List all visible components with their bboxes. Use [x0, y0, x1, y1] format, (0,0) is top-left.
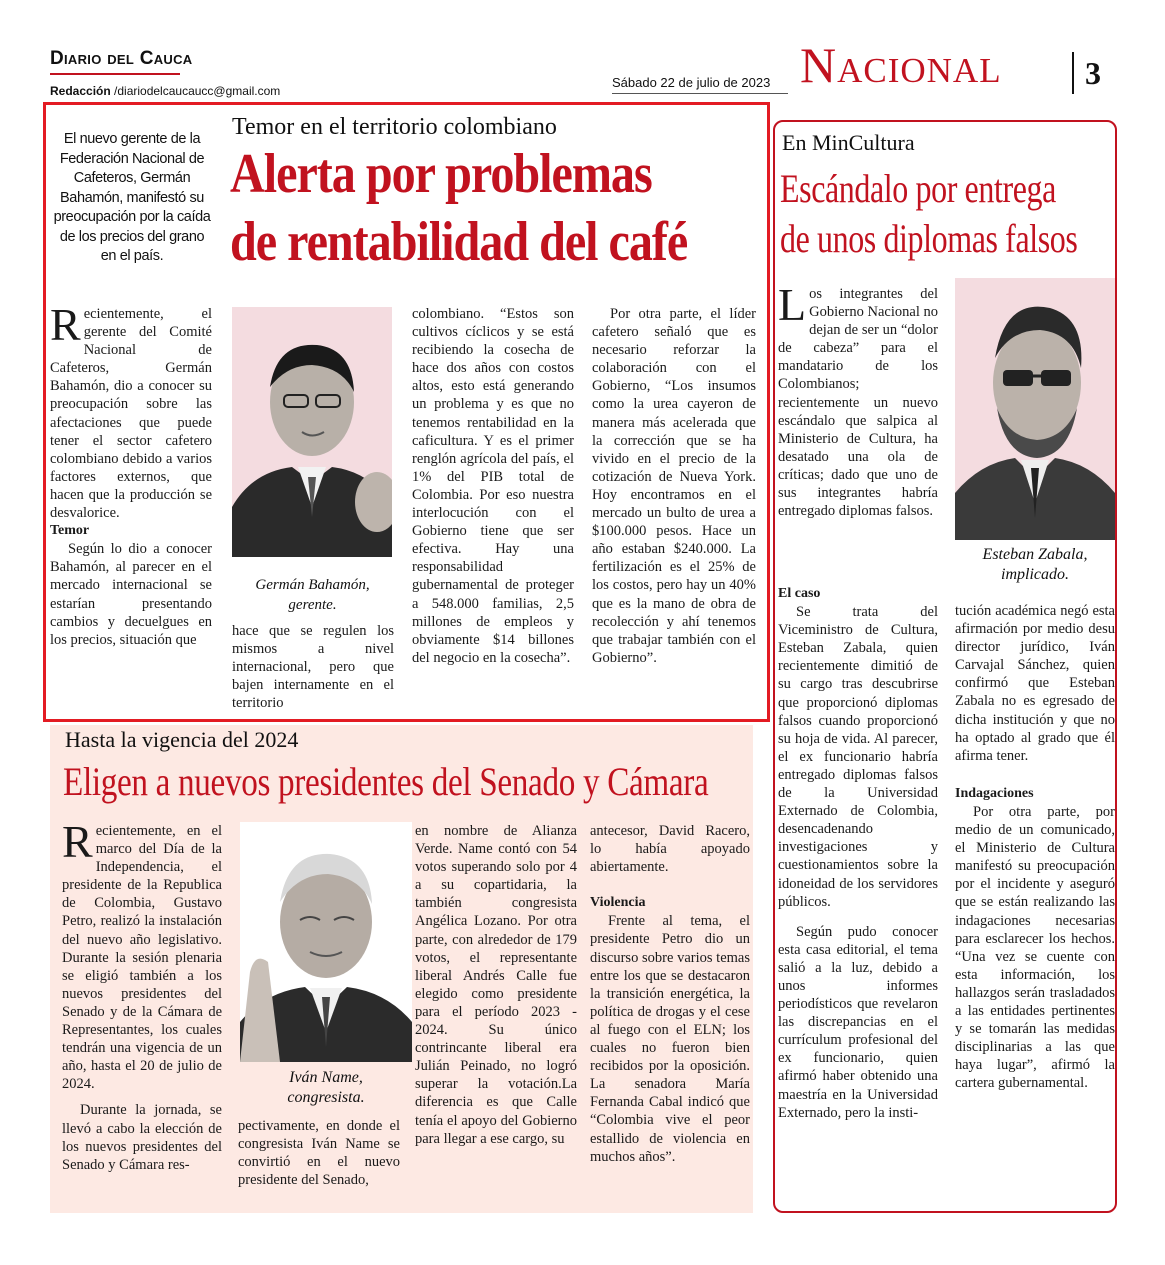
main-paragraph-4: Por otra parte, el líder cafetero señaló que es necesario reforzar la colaboración con el Gobierno, “Los insumos como la urea cayeron de manera más acelerada que la corrección que se ha vivido en el precio de la cotización de Nueva York. Hoy encontramos en el mercado un bulto de urea a $100.000 pesos. Hace un año estaban $240.000. La fertilización es el 25% de los costos, pero hay un 40% que es la mano de obra de recolección y ahí tenemos que trabajar también con el Gobierno”.: [592, 306, 756, 666]
main-paragraph-3: colombiano. “Estos son cultivos cíclicos y se está recibiendo la cosecha de hace dos años con costos altos, esto está generando un problema y es que no tenemos rentabilidad en la caficultura. Y es el primer renglón agrícola del país, el 1% del PIB total de Colombia. Por eso nuestra interlocución con el Gobierno tiene que ser efectiva. Hay una responsabilidad gubernamental de proteger a 548.000 familias, 2,5 millones de empleos y obviamente $14 billones del negocio en la cosecha”.: [412, 306, 574, 666]
byline-label: Redacción: [50, 84, 111, 98]
caption-role: congresista.: [287, 1089, 365, 1106]
bottom-paragraph-2-continued: pectivamente, en donde el congresista Iván Name se convirtió en el nuevo presidente del Senado,: [238, 1118, 400, 1189]
bottom-subhead-violencia: Violencia: [590, 895, 646, 911]
main-paragraph-2: Según lo dio a conocer Bahamón, al parecer en el mercado internacional se estarían presentando cambios y decuelgues en los precios, situación que: [50, 541, 212, 648]
right-headline-line1: Escándalo por entrega: [780, 166, 1056, 211]
right-headline-line2: de unos diplomas falsos: [780, 216, 1078, 261]
portrait-illustration: [240, 822, 412, 1062]
photo-ivan-name: [240, 822, 412, 1062]
caption-role: gerente.: [288, 597, 337, 613]
photo-german-bahamon: [232, 307, 392, 557]
byline-email[interactable]: /diariodelcaucaucc@gmail.com: [110, 84, 281, 98]
caption-name: Germán Bahamón,: [255, 577, 370, 593]
drop-cap: R: [50, 299, 81, 350]
byline: [50, 84, 280, 98]
masthead-rule: [50, 73, 180, 75]
issue-date: Sábado 22 de julio de 2023: [612, 75, 771, 90]
photo-caption-bahamon: [230, 575, 395, 615]
main-article-lead: El nuevo gerente de la Federación Nacional de Cafeteros, Germán Bahamón, manifestó su preocupación por la caída de los precios del grano en el país.: [53, 131, 211, 264]
main-subhead-temor: Temor: [50, 523, 90, 539]
photo-caption-name: [240, 1068, 412, 1108]
bottom-paragraph-3: en nombre de Alianza Verde. Name contó con 54 votos superando solo por 4 a su copartidaria, la también congresista Angélica Lozano. Por otra parte, con alrededor de 179 votos, el representante liberal Andrés Calle fue elegido como presidente para el período 2023 - 2024. Su único contrincante liberal era Julián Peinado, no logró superar la votación.La diferencia es que Calle tenía el apoyo del Gobierno para llegar a ese cargo, su: [415, 823, 577, 1147]
photo-esteban-zabala: [955, 278, 1115, 540]
bottom-paragraph-5: Frente al tema, el presidente Petro dio un discurso sobre varios temas entre los que se destacaron la transición energética, la política de drogas y el cese al fuego con el ELN; los cuales no fueron bien recibidos por la oposición. La senadora María Fernanda Cabal indicó que “Colombia vive el peor estallido de violencia en muchos años”.: [590, 913, 750, 1165]
portrait-illustration: [955, 278, 1115, 540]
right-article-column-1: [778, 279, 938, 520]
section-separator: [1072, 52, 1074, 94]
right-article-column-1-continued: [778, 585, 938, 1122]
main-paragraph-1: ecientemente, el gerente del Comité Nacional de Cafeteros, Germán Bahamón, dio a conocer su preocupación sobre las afectaciones que puede tener el sector cafetero colombiano debido a varios factores externos, que hacen que la producción se desvalorice.: [50, 306, 212, 522]
drop-cap: L: [778, 279, 807, 330]
date-rule: [612, 93, 788, 94]
main-article-headline: [230, 140, 686, 276]
main-article-column-4: [592, 305, 756, 667]
caption-name: Esteban Zabala,: [982, 546, 1088, 563]
bottom-paragraph-2: Durante la jornada, se llevó a cabo la elección de los nuevos presidentes del Senado y Cámara res-: [62, 1102, 222, 1173]
right-paragraph-3-continued: tución académica negó esta afirmación por medio desu director jurídico, Iván Carvajal Sánchez, quien confirmó que Esteban Zabala no es egresado de dicha institución y que no ha optado al grado que él afirma tener.: [955, 603, 1115, 764]
right-article-headline: [780, 164, 1116, 264]
right-article-column-2: [955, 602, 1115, 1092]
bottom-paragraph-1: ecientemente, en el marco del Día de la Independencia, el presidente de la Republica de Colombia, Gustavo Petro, realizó la instalación del nuevo año legislativo. Durante la sesión plenaria se eligió también a los nuevos presidentes del Senado y de la Cámara de Representantes, los cuales tendrán una vigencia de un año, hasta el 20 de julio de 2024.: [62, 823, 222, 1093]
right-subhead-indagaciones: Indagaciones: [955, 785, 1034, 801]
main-article-column-3: [412, 305, 574, 667]
main-article-column-2: [232, 622, 394, 712]
main-article-kicker: Temor en el territorio colombiano: [232, 114, 557, 140]
bottom-article-column-1: [62, 816, 222, 1174]
bottom-paragraph-4: antecesor, David Racero, lo había apoyado abiertamente.: [590, 823, 750, 876]
photo-caption-zabala: [955, 545, 1115, 585]
right-paragraph-4: Por otra parte, por medio de un comunicado, el Ministerio de Cultura manifestó su preocupación por el incidente y aseguró que se están realizando las indagaciones necesarias para esclarecer los hechos. “Una vez se cuente con esta información, los hallazgos serán trasladados a las entidades pertinentes y se tomarán las medidas disciplinarias a las que haya lugar”, afirmó la cartera gubernamental.: [955, 803, 1115, 1092]
masthead-logo: Diario del Cauca: [50, 48, 193, 69]
caption-role: implicado.: [1001, 566, 1069, 583]
caption-name: Iván Name,: [289, 1069, 363, 1086]
bottom-article-column-3: [415, 822, 577, 1148]
main-headline-line1: Alerta por problemas: [230, 143, 652, 205]
main-article-column-1: [50, 299, 212, 649]
section-title: Nacional: [800, 37, 1002, 93]
portrait-illustration: [232, 307, 392, 557]
right-paragraph-3: Según pudo conocer esta casa editorial, el tema salió a la luz, debido a unos informes periodísticos que revelaron las discrepancias en el currículum profesional del ex funcionario, quien afirmó haber obtenido una maestría en la Universidad Externado, pero la insti-: [778, 923, 938, 1121]
right-paragraph-1: os integrantes del Gobierno Nacional no dejan de ser un “dolor de cabeza” para el mandatario de los Colombianos; recientemente un nuevo escándalo que salpica al Ministerio de Cultura, ha desatado una ola de críticas; dado que uno de sus integrantes habría entregado diplomas falsos.: [778, 286, 938, 520]
bottom-article-headline: Eligen a nuevos presidentes del Senado y Cámara: [63, 759, 709, 804]
bottom-article-column-4: [590, 822, 750, 1166]
page-number: 3: [1085, 55, 1101, 91]
right-paragraph-2: Se trata del Viceministro de Cultura, Esteban Zabala, quien recientemente dimitió de su cargo tras descubrirse que proporcionó diplomas falsos cuando proporcionó su hoja de vida. Al parecer, el ex funcionario habría entregado diplomas falsos de la Universidad Externado de Colombia, desencadenando investigaciones y cuestionamientos sobre la idoneidad de los servidores públicos.: [778, 604, 938, 910]
bottom-article-kicker: Hasta la vigencia del 2024: [65, 727, 299, 752]
main-paragraph-2-continued: hace que se regulen los mismos a nivel internacional, pero que bajen internamente en el territorio: [232, 623, 394, 712]
bottom-article-column-2: [238, 1117, 400, 1189]
right-subhead-el-caso: El caso: [778, 586, 821, 601]
main-headline-line2: de rentabilidad del café: [230, 211, 688, 273]
drop-cap: R: [62, 816, 93, 867]
right-article-kicker: En MinCultura: [782, 130, 915, 155]
